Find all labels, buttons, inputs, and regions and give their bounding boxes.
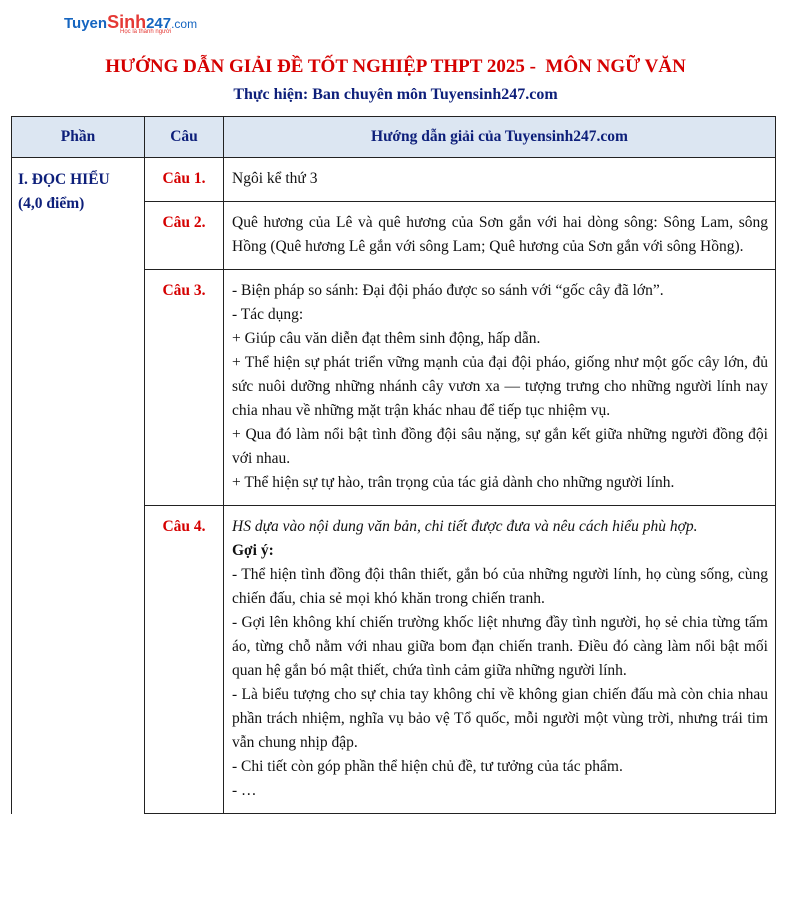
answer-line: + Giúp câu văn diễn đạt thêm sinh động, hấp dẫn. [232,330,541,347]
answer-line: - Là biểu tượng cho sự chia tay không chỉ về không gian chiến đấu mà còn chia nhau phần trách nhiệm, nghĩa vụ bảo vệ Tổ quốc, mỗi người một vùng trời, nhưng trái tim vẫn chung nhịp đập. [232,686,768,751]
section-score: (4,0 điểm) [18,195,85,212]
answer-line: + Thể hiện sự phát triển vững mạnh của đại đội pháo, giống như một gốc cây lớn, đủ sức nuôi dưỡng những nhánh cây vươn xa — tượng trưng cho những người lính nay chia nhau về những mặt trận khác nhau để tiếp tục nhiệm vụ. [232,354,768,419]
answer-line: - Thể hiện tình đồng đội thân thiết, gắn bó của những người lính, họ cùng sống, cùng chiến đấu, chia sẻ mọi khó khăn trong chiến tranh. [232,566,768,607]
site-logo[interactable] [64,12,197,42]
logo-tagline: Học là thành người [120,29,172,35]
section-cell [12,158,145,814]
answer-hint-heading: Gợi ý: [232,542,274,559]
answer-cell [224,202,776,270]
question-label: Câu 3. [145,270,224,506]
answer-line: - Gợi lên không khí chiến trường khốc liệt nhưng đầy tình người, họ sẻ chia từng tấm áo, từng chỗ nằm với nhau giữa bom đạn chiến tranh. Điều đó càng làm nổi bật mối quan hệ gắn bó mật thiết, chứa tình cảm giữa những người lính. [232,614,768,679]
table-row [12,158,776,202]
question-label: Câu 4. [145,506,224,814]
header-guide: Hướng dẫn giải của Tuyensinh247.com [224,117,776,158]
question-label: Câu 2. [145,202,224,270]
answer-cell [224,506,776,814]
answer-cell [224,158,776,202]
section-title: I. ĐỌC HIỂU [18,171,110,188]
answer-line: + Thể hiện sự tự hào, trân trọng của tác giả dành cho những người lính. [232,474,675,491]
answer-line: - … [232,782,257,799]
answer-table [11,116,776,814]
answer-intro: HS dựa vào nội dung văn bản, chi tiết được đưa và nêu cách hiểu phù hợp. [232,518,698,535]
logo-wordmark: TuyenSinh247.com [64,12,198,32]
header-part: Phần [12,117,145,158]
answer-line: Ngôi kể thứ 3 [232,170,318,187]
table-header-row [12,117,776,158]
answer-line: + Qua đó làm nổi bật tình đồng đội sâu nặng, sự gắn kết giữa những người đồng đội với nhau. [232,426,768,467]
answer-line: - Tác dụng: [232,306,304,323]
answer-line: Quê hương của Lê và quê hương của Sơn gắn với hai dòng sông: Sông Lam, sông Hồng (Quê hương Lê gắn với sông Lam; Quê hương của Sơn gắn với sông Hồng). [232,214,768,255]
document-title: HƯỚNG DẪN GIẢI ĐỀ TỐT NGHIỆP THPT 2025 - MÔN NGỮ VĂN [105,56,686,77]
answer-line: - Biện pháp so sánh: Đại đội pháo được so sánh với “gốc cây đã lớn”. [232,282,664,299]
answer-line: - Chi tiết còn góp phần thể hiện chủ đề, tư tưởng của tác phẩm. [232,758,623,775]
answer-cell [224,270,776,506]
question-label: Câu 1. [145,158,224,202]
header-question: Câu [145,117,224,158]
document-subtitle: Thực hiện: Ban chuyên môn Tuyensinh247.com [233,86,558,103]
